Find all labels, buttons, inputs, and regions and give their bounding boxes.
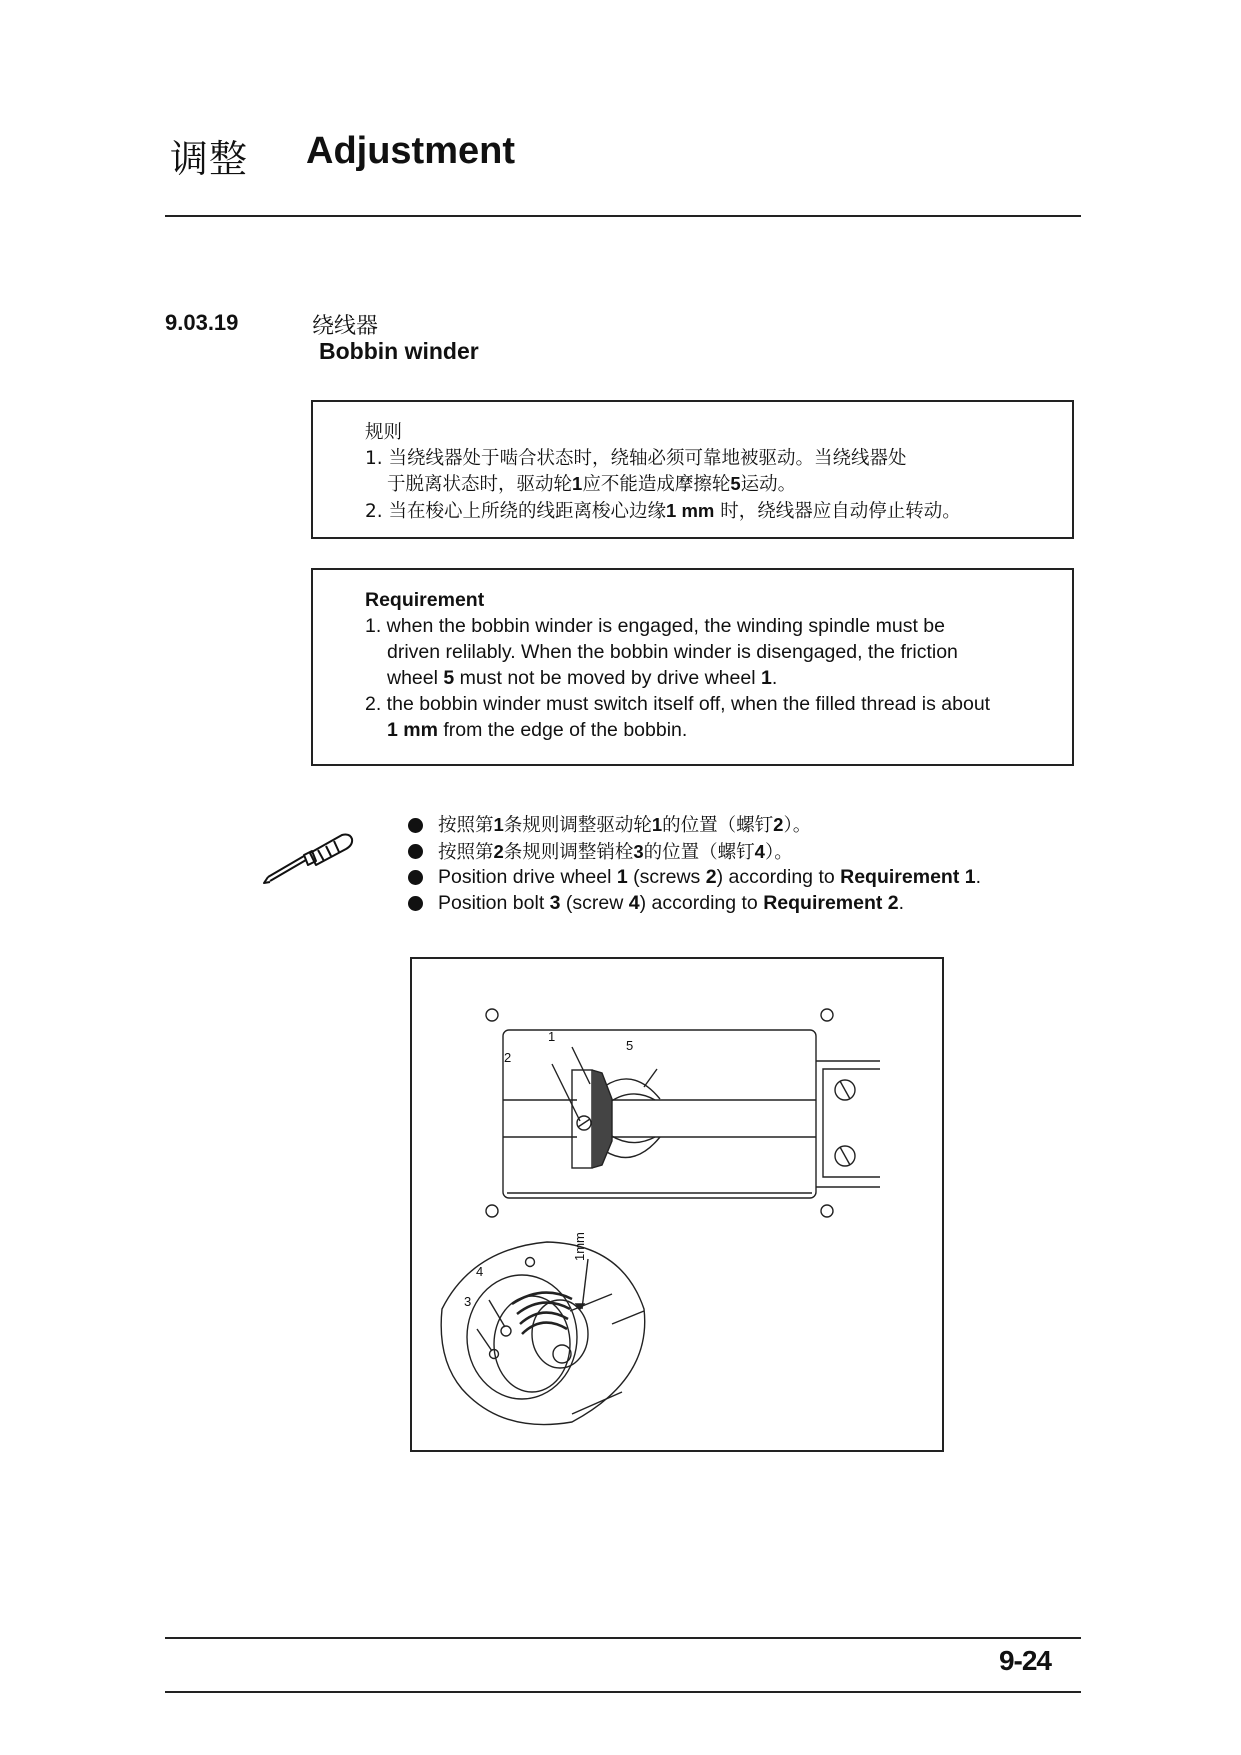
bullet-icon: [408, 870, 423, 885]
mounting-hole: [486, 1009, 498, 1021]
footer-divider-bottom: [165, 1691, 1081, 1693]
leader-2: [552, 1064, 580, 1121]
rules-cn-item-1-cont: 于脱离状态时，驱动轮1应不能造成摩擦轮5运动。: [387, 473, 797, 495]
rules-cn-heading: 规则: [365, 422, 403, 443]
bobbin-winder-drawing: [412, 959, 942, 1450]
page-title-en: Adjustment: [306, 130, 515, 172]
mounting-hole: [526, 1258, 535, 1267]
requirement-item-1-line-3: wheel 5 must not be moved by drive wheel 1.: [387, 667, 778, 689]
rules-cn-item-2: 2. 当在梭心上所绕的线距离梭心边缘1 mm 时，绕线器应自动停止转动。: [365, 499, 961, 522]
step-1-cn: 按照第1条规则调整驱动轮1的位置（螺钉2）。: [408, 812, 981, 839]
figure-label-2: 2: [504, 1050, 512, 1065]
requirement-item-2: 2. the bobbin winder must switch itself off, when the filled thread is about: [365, 693, 991, 715]
leader-1: [572, 1047, 590, 1084]
requirement-item-1-line-2: driven relilably. When the bobbin winder is disengaged, the friction: [387, 641, 958, 663]
bullet-icon: [408, 844, 423, 859]
leader-5: [644, 1069, 657, 1087]
screwdriver-icon: [258, 825, 358, 895]
figure-label-5: 5: [626, 1038, 634, 1053]
bobbin-winder-figure: [410, 957, 944, 1452]
section-title-cn: 绕线器: [312, 314, 379, 339]
rules-cn-item-1: 1. 当绕线器处于啮合状态时，绕轴必须可靠地被驱动。当绕线器处: [365, 447, 907, 469]
mounting-hole: [486, 1205, 498, 1217]
section-number: 9.03.19: [165, 310, 239, 335]
bullet-icon: [408, 896, 423, 911]
base-plate: [503, 1030, 816, 1198]
bullet-icon: [408, 818, 423, 833]
step-1-en: Position drive wheel 1 (screws 2) according to Requirement 1.: [408, 865, 981, 891]
step-2-cn: 按照第2条规则调整销栓3的位置（螺钉4）。: [408, 839, 981, 866]
header-divider: [165, 215, 1081, 217]
figure-label-1: 1: [548, 1029, 556, 1044]
figure-dimension-label: 1mm: [572, 1232, 587, 1261]
requirement-en-box: [311, 568, 1074, 766]
page-number: 9-24: [998, 1645, 1051, 1676]
mounting-hole: [821, 1009, 833, 1021]
requirement-item-1: 1. when the bobbin winder is engaged, the winding spindle must be: [365, 615, 945, 637]
figure-label-4: 4: [476, 1264, 484, 1279]
rules-cn-box: [311, 400, 1074, 539]
step-2-en: Position bolt 3 (screw 4) according to Requirement 2.: [408, 891, 981, 917]
mounting-hole: [821, 1205, 833, 1217]
page-title-cn: 调整: [170, 137, 249, 181]
requirement-heading: Requirement: [365, 589, 485, 611]
figure-label-3: 3: [464, 1294, 472, 1309]
adjustment-steps: [408, 812, 981, 916]
section-title-en: Bobbin winder: [319, 338, 479, 364]
footer-divider-top: [165, 1637, 1081, 1639]
requirement-item-2-line-2: 1 mm from the edge of the bobbin.: [387, 719, 688, 741]
